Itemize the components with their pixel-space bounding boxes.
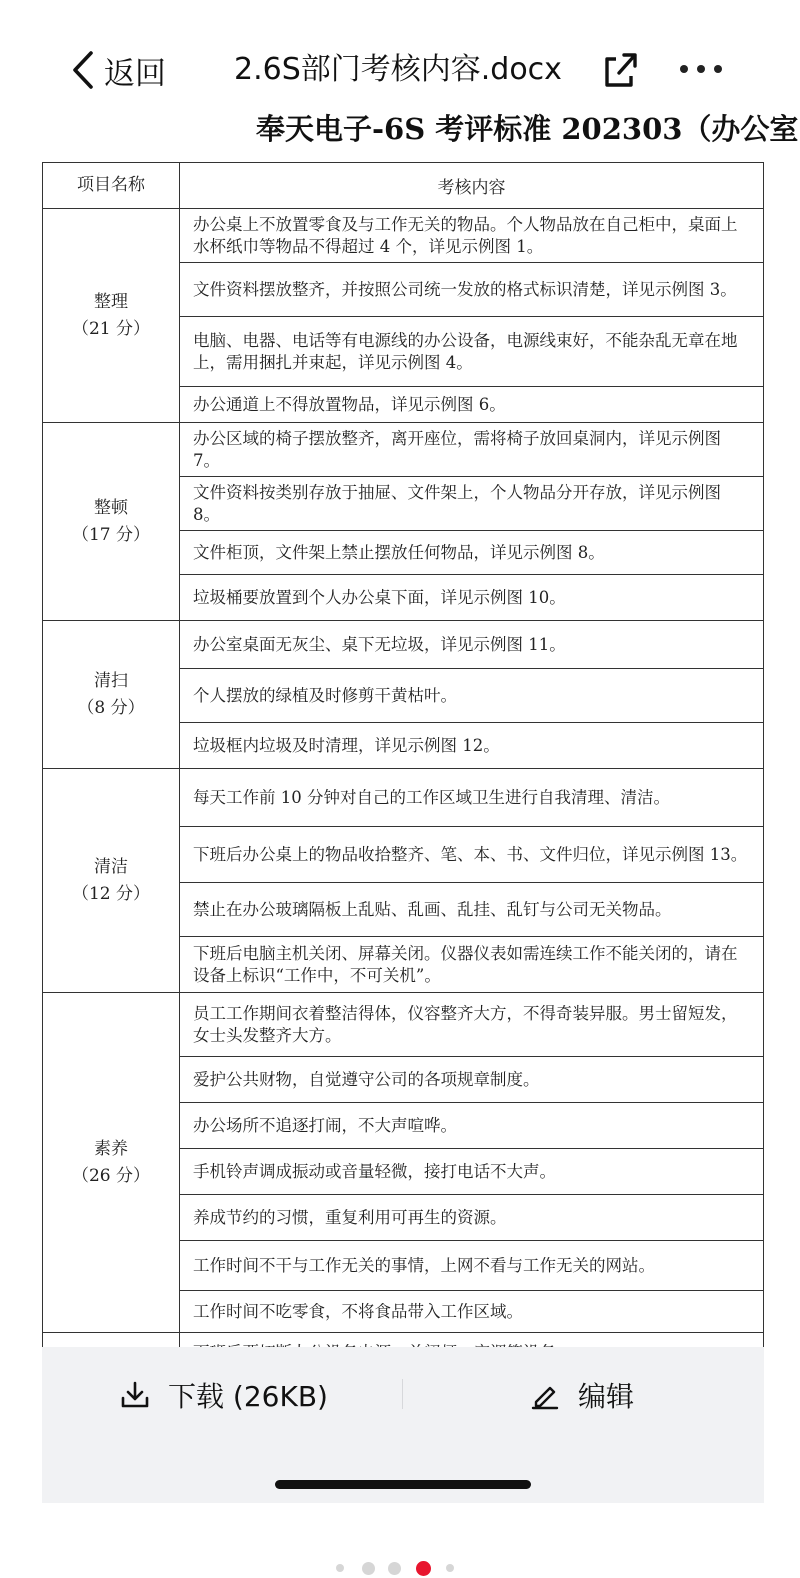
download-label: 下载 (26KB) bbox=[168, 1380, 328, 1413]
more-dot-icon bbox=[714, 65, 722, 73]
category-cell bbox=[43, 209, 180, 423]
pencil-icon bbox=[530, 1380, 560, 1410]
category-name: 整理 bbox=[94, 291, 128, 312]
page-dot bbox=[362, 1562, 375, 1575]
criteria-cell: 养成节约的习惯，重复利用可再生的资源。 bbox=[180, 1195, 764, 1241]
table-row bbox=[43, 209, 764, 263]
category-name: 清扫 bbox=[94, 670, 128, 691]
category-score: （21 分） bbox=[71, 318, 151, 339]
home-indicator bbox=[275, 1480, 531, 1489]
category-cell bbox=[43, 769, 180, 993]
table-row bbox=[43, 769, 764, 827]
assessment-table bbox=[42, 162, 764, 1373]
back-button[interactable] bbox=[70, 48, 166, 92]
criteria-cell: 电脑、电器、电话等有电源线的办公设备，电源线束好，不能杂乱无章在地上，需用捆扎并束起，详见示例图 4。 bbox=[180, 317, 764, 387]
criteria-cell: 下班后电脑主机关闭、屏幕关闭。仪器仪表如需连续工作不能关闭的，请在设备上标识“工作中，不可关机”。 bbox=[180, 937, 764, 993]
action-divider bbox=[402, 1379, 403, 1409]
criteria-cell: 办公通道上不得放置物品，详见示例图 6。 bbox=[180, 387, 764, 423]
criteria-cell: 办公场所不追逐打闹，不大声喧哗。 bbox=[180, 1103, 764, 1149]
page-dot bbox=[446, 1564, 454, 1572]
criteria-cell: 办公区域的椅子摆放整齐，离开座位，需将椅子放回桌洞内，详见示例图 7。 bbox=[180, 423, 764, 477]
header-category: 项目名称 bbox=[43, 163, 180, 209]
document-preview[interactable] bbox=[0, 95, 800, 1347]
criteria-cell: 垃圾框内垃圾及时清理，详见示例图 12。 bbox=[180, 723, 764, 769]
category-score: （17 分） bbox=[71, 524, 151, 545]
criteria-cell: 办公室桌面无灰尘、桌下无垃圾，详见示例图 11。 bbox=[180, 621, 764, 669]
criteria-cell: 爱护公共财物，自觉遵守公司的各项规章制度。 bbox=[180, 1057, 764, 1103]
criteria-cell: 文件柜顶，文件架上禁止摆放任何物品，详见示例图 8。 bbox=[180, 531, 764, 575]
criteria-cell: 文件资料按类别存放于抽屉、文件架上，个人物品分开存放，详见示例图 8。 bbox=[180, 477, 764, 531]
download-button[interactable] bbox=[120, 1375, 328, 1415]
criteria-cell: 手机铃声调成振动或音量轻微，接打电话不大声。 bbox=[180, 1149, 764, 1195]
category-name: 素养 bbox=[94, 1138, 128, 1159]
criteria-cell: 每天工作前 10 分钟对自己的工作区域卫生进行自我清理、清洁。 bbox=[180, 769, 764, 827]
criteria-cell: 办公桌上不放置零食及与工作无关的物品。个人物品放在自己柜中，桌面上水杯纸巾等物品不得超过 4 个，详见示例图 1。 bbox=[180, 209, 764, 263]
page-dot bbox=[336, 1564, 344, 1572]
bottom-action-bar bbox=[42, 1347, 764, 1503]
more-button[interactable] bbox=[680, 54, 722, 84]
criteria-cell: 下班后办公桌上的物品收拾整齐、笔、本、书、文件归位，详见示例图 13。 bbox=[180, 827, 764, 883]
category-cell bbox=[43, 621, 180, 769]
download-icon bbox=[120, 1380, 150, 1410]
document-title: 奉天电子-6S 考评标准 202303（办公室 bbox=[256, 112, 799, 146]
more-dot-icon bbox=[697, 65, 705, 73]
category-name: 整顿 bbox=[94, 497, 128, 518]
table-row bbox=[43, 423, 764, 477]
page-dot-active bbox=[416, 1561, 431, 1576]
table-row bbox=[43, 621, 764, 669]
category-score: （26 分） bbox=[71, 1165, 151, 1186]
category-name: 清洁 bbox=[94, 856, 128, 877]
table-body bbox=[43, 209, 764, 1373]
table-row bbox=[43, 993, 764, 1057]
criteria-cell: 工作时间不吃零食，不将食品带入工作区域。 bbox=[180, 1291, 764, 1333]
header-content: 考核内容 bbox=[180, 163, 764, 209]
category-cell bbox=[43, 993, 180, 1333]
category-score: （8 分） bbox=[77, 697, 145, 718]
page-indicator bbox=[336, 1558, 466, 1578]
criteria-cell: 文件资料摆放整齐，并按照公司统一发放的格式标识清楚，详见示例图 3。 bbox=[180, 263, 764, 317]
share-button[interactable] bbox=[600, 50, 640, 90]
edit-button[interactable] bbox=[530, 1375, 634, 1415]
edit-label: 编辑 bbox=[578, 1380, 635, 1413]
category-cell bbox=[43, 423, 180, 621]
category-score: （12 分） bbox=[71, 883, 151, 904]
chevron-left-icon bbox=[70, 50, 96, 90]
criteria-cell: 工作时间不干与工作无关的事情，上网不看与工作无关的网站。 bbox=[180, 1241, 764, 1291]
more-dot-icon bbox=[680, 65, 688, 73]
share-icon bbox=[600, 50, 640, 90]
criteria-cell: 个人摆放的绿植及时修剪干黄枯叶。 bbox=[180, 669, 764, 723]
criteria-cell: 垃圾桶要放置到个人办公桌下面，详见示例图 10。 bbox=[180, 575, 764, 621]
file-title: 2.6S部门考核内容.docx bbox=[234, 52, 562, 87]
criteria-cell: 禁止在办公玻璃隔板上乱贴、乱画、乱挂、乱钉与公司无关物品。 bbox=[180, 883, 764, 937]
back-label: 返回 bbox=[104, 55, 166, 92]
page-dot bbox=[388, 1562, 401, 1575]
criteria-cell: 员工工作期间衣着整洁得体，仪容整齐大方，不得奇装异服。男士留短发，女士头发整齐大方。 bbox=[180, 993, 764, 1057]
table-header-row bbox=[43, 163, 764, 209]
